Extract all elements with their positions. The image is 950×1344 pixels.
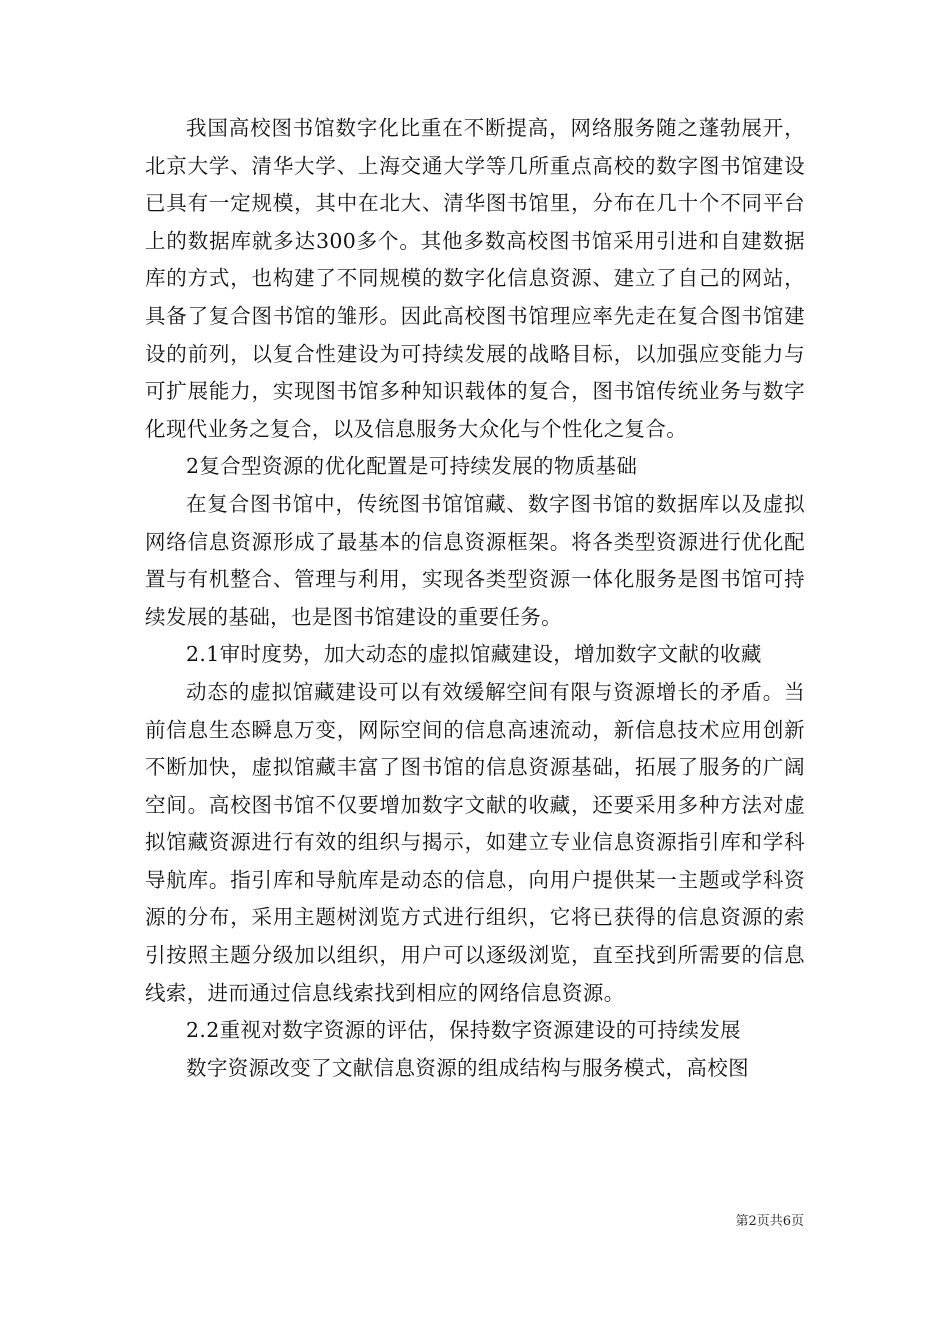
paragraph-digitization-overview: 我国高校图书馆数字化比重在不断提高，网络服务随之蓬勃展开，北京大学、清华大学、上海交通大学等几所重点高校的数字图书馆建设已具有一定规模，其中在北大、清华图书馆里，分布在几十个不同平台上的数据库就多达300多个。其他多数高校图书馆采用引进和自建数据库的方式，也构建了不同规模的数字化信息资源、建立了自己的网站，具备了复合图书馆的雏形。因此高校图书馆理应率先走在复合图书馆建设的前列，以复合性建设为可持续发展的战略目标，以加强应变能力与可扩展能力，实现图书馆多种知识载体的复合，图书馆传统业务与数字化现代业务之复合，以及信息服务大众化与个性化之复合。 <box>145 116 805 441</box>
paragraph-digital-resources: 数字资源改变了文献信息资源的组成结构与服务模式，高校图 <box>186 1055 749 1080</box>
paragraph-resource-framework: 在复合图书馆中，传统图书馆馆藏、数字图书馆的数据库以及虚拟网络信息资源形成了最基本的信息资源框架。将各类型资源进行优化配置与有机整合、管理与利用，实现各类型资源一体化服务是图书馆可持续发展的基础，也是图书馆建设的重要任务。 <box>145 491 805 629</box>
document-body <box>145 110 805 1087</box>
section-heading-2: 2复合型资源的优化配置是可持续发展的物质基础 <box>186 454 638 479</box>
section-heading-2-2: 2.2重视对数字资源的评估，保持数字资源建设的可持续发展 <box>186 1018 741 1043</box>
page-number-footer: 第2页共6页 <box>735 1214 804 1229</box>
section-heading-2-1: 2.1审时度势，加大动态的虚拟馆藏建设，增加数字文献的收藏 <box>186 642 762 667</box>
paragraph-virtual-collection: 动态的虚拟馆藏建设可以有效缓解空间有限与资源增长的矛盾。当前信息生态瞬息万变，网际空间的信息高速流动，新信息技术应用创新不断加快，虚拟馆藏丰富了图书馆的信息资源基础，拓展了服务的广阔空间。高校图书馆不仅要增加数字文献的收藏，还要采用多种方法对虚拟馆藏资源进行有效的组织与揭示，如建立专业信息资源指引库和学科导航库。指引库和导航库是动态的信息，向用户提供某一主题或学科资源的分布，采用主题树浏览方式进行组织，它将已获得的信息资源的索引按照主题分级加以组织，用户可以逐级浏览，直至找到所需要的信息线索，进而通过信息线索找到相应的网络信息资源。 <box>145 679 805 1005</box>
